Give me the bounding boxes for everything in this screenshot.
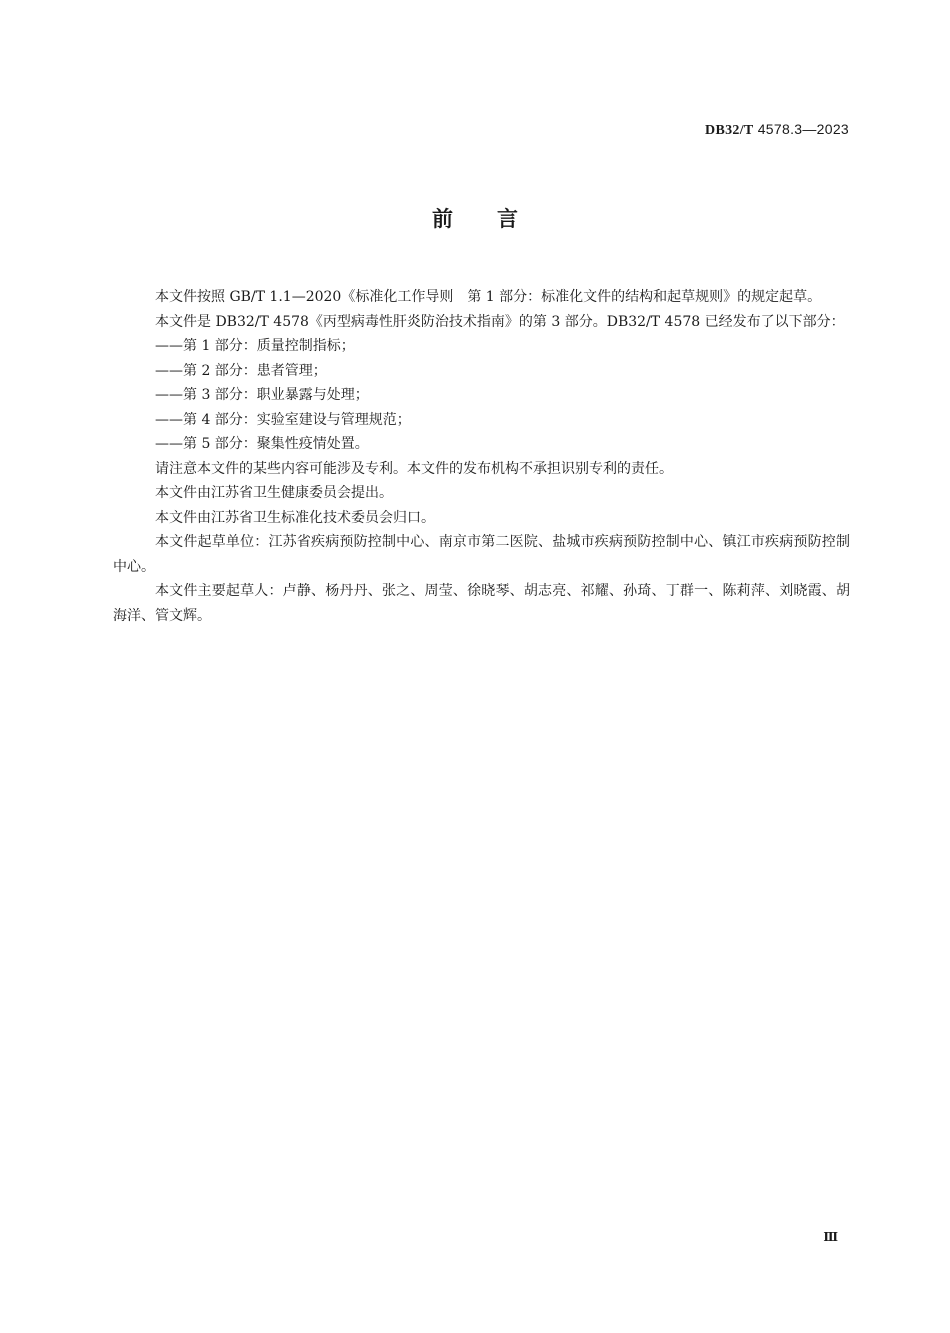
paragraph-drafting-units: 本文件起草单位：江苏省疾病预防控制中心、南京市第二医院、盐城市疾病预防控制中心、镇江市疾病预防控制中心。 <box>113 534 850 575</box>
document-code <box>705 121 849 139</box>
paragraph-administered-by: 本文件由江苏省卫生标准化技术委员会归口。 <box>155 509 435 526</box>
list-item-part-2: ——第 2 部分：患者管理； <box>155 362 327 379</box>
paragraph-patent-notice: 请注意本文件的某些内容可能涉及专利。本文件的发布机构不承担识别专利的责任。 <box>155 460 673 477</box>
list-item-part-3: ——第 3 部分：职业暴露与处理； <box>155 387 369 403</box>
paragraph-drafters: 本文件主要起草人：卢静、杨丹丹、张之、周莹、徐晓琴、胡志亮、祁耀、孙琦、丁群一、陈莉萍、刘晓霞、胡海洋、管文辉。 <box>113 583 850 624</box>
document-code-number: 4578.3—2023 <box>753 121 849 137</box>
page-title: 前言 <box>432 207 562 231</box>
page-number: Ⅲ <box>823 1230 838 1244</box>
paragraph-drafting-rules: 本文件按照 GB/T 1.1—2020《标准化工作导则 第 1 部分：标准化文件的结构和起草规则》的规定起草。 <box>155 289 822 305</box>
list-item-part-1: ——第 1 部分：质量控制指标； <box>155 338 355 354</box>
list-item-part-5: ——第 5 部分：聚集性疫情处置。 <box>155 436 369 452</box>
document-code-prefix: DB <box>705 123 726 138</box>
list-item-part-4: ——第 4 部分：实验室建设与管理规范； <box>155 411 411 428</box>
foreword-body <box>113 285 850 628</box>
document-code-series: 32/T <box>725 123 754 138</box>
paragraph-proposed-by: 本文件由江苏省卫生健康委员会提出。 <box>155 485 393 501</box>
paragraph-part-intro: 本文件是 DB32/T 4578《丙型病毒性肝炎防治技术指南》的第 3 部分。DB32/T 4578 已经发布了以下部分： <box>155 313 845 330</box>
